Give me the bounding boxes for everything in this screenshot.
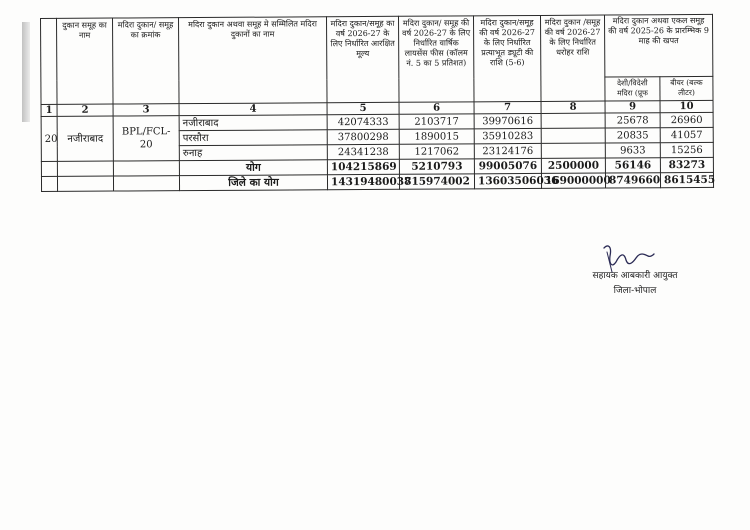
header-country-liquor: देशी/विदेशी मदिरा (प्रूफ [605, 77, 660, 101]
group-name: नजीराबाद [57, 116, 113, 161]
shop-name: रुनाह [179, 145, 327, 161]
empty-cell [41, 176, 57, 191]
district-total-beer: 8615455 [660, 172, 713, 187]
reserve-price: 42074333 [327, 114, 399, 129]
beer: 26960 [660, 112, 713, 127]
header-beer: बीयर (बल्क लीटर) [660, 77, 713, 101]
license-fee: 2103717 [399, 114, 474, 129]
district-total-license: 715974002 [399, 174, 474, 189]
district-total-country: 8749660 [605, 173, 660, 188]
empty-cell [41, 161, 57, 176]
header-deposit: मदिरा दुकान /समूह की वर्ष 2026-27 के लिए निर्धारित धरोहर राशि [540, 15, 605, 101]
header-shop-names: मदिरा दुकान अथवा समूह मे सम्मिलित मदिरा दुकानों का नाम [179, 17, 328, 104]
header-consumption: मदिरा दुकान अथवा एकल समूह की वर्ष 2025-26 के प्रारम्भिक 9 माह की खपत [604, 14, 712, 77]
signatory-place: जिला-भोपाल [613, 286, 657, 296]
col-number: 7 [474, 101, 541, 113]
deposit [541, 128, 605, 143]
col-number: 5 [327, 102, 399, 114]
col-number: 1 [41, 104, 57, 116]
col-number: 3 [113, 104, 179, 116]
group-code: BPL/FCL-20 [113, 116, 179, 161]
liquor-shop-table [40, 14, 714, 192]
header-guaranteed-duty: मदिरा दुकान/समूह की वर्ष 2026-27 के लिए निर्धारित प्रत्याभूत ड्यूटी की राशि (5-6) [473, 15, 541, 101]
group-total-duty: 99005076 [474, 158, 541, 173]
header-group-name: दुकान समूह का नाम [57, 18, 114, 104]
country-liquor: 9633 [605, 143, 660, 158]
beer: 41057 [660, 127, 713, 142]
license-fee: 1217062 [399, 144, 474, 159]
beer: 15256 [660, 142, 713, 157]
group-total-deposit: 2500000 [541, 158, 605, 173]
header-reserve-price: मदिरा दुकान/समूह का वर्ष 2026-27 के लिए निर्धारित आरक्षित मूल्य [326, 16, 399, 102]
deposit [541, 143, 605, 158]
district-total-reserve: 14319480038 [327, 174, 399, 189]
signature-block [580, 242, 690, 302]
district-total-label: जिले का योग [179, 175, 327, 191]
scan-edge-shadow [22, 22, 30, 122]
license-fee: 1890015 [399, 129, 474, 144]
shop-name: नजीराबाद [179, 115, 327, 131]
deposit [541, 113, 605, 128]
reserve-price: 24341238 [327, 144, 399, 159]
district-total-duty: 13603506036 [474, 173, 541, 188]
empty-cell [57, 161, 113, 176]
col-number: 10 [660, 100, 713, 112]
col-number: 9 [605, 101, 660, 113]
col-number: 2 [57, 104, 113, 116]
reserve-price: 37800298 [327, 129, 399, 144]
header-group-code: मदिरा दुकान/ समूह का क्रमांक [113, 18, 180, 104]
header-license-fee: मदिरा दुकान/ समूह की वर्ष 2026-27 के लिए निर्धारित वार्षिक लायसेंस फीस (कॉलम नं. 5 का 5 प्रतिशत) [398, 16, 474, 102]
group-total-label: योग [179, 160, 327, 176]
guaranteed-duty: 23124176 [474, 143, 541, 158]
signatory-title: सहायक आबकारी आयुक्त [592, 271, 678, 281]
group-total-license: 5210793 [399, 159, 474, 174]
country-liquor: 25678 [605, 113, 660, 128]
col-number: 6 [399, 102, 474, 114]
guaranteed-duty: 35910283 [474, 128, 541, 143]
group-total-reserve: 104215869 [327, 159, 399, 174]
header-row [41, 14, 713, 81]
header-serial [41, 18, 58, 104]
col-number: 4 [179, 103, 327, 116]
group-total-beer: 83273 [660, 157, 713, 172]
group-total-country: 56146 [605, 158, 660, 173]
shop-name: परसौरा [179, 130, 327, 146]
district-total-row [41, 172, 713, 191]
guaranteed-duty: 39970616 [474, 113, 541, 128]
empty-cell [113, 161, 179, 176]
group-serial: 20 [41, 116, 57, 161]
country-liquor: 20835 [605, 128, 660, 143]
empty-cell [113, 176, 179, 191]
district-total-deposit: 169000000 [541, 173, 605, 188]
col-number: 8 [541, 101, 605, 113]
empty-cell [57, 176, 113, 191]
